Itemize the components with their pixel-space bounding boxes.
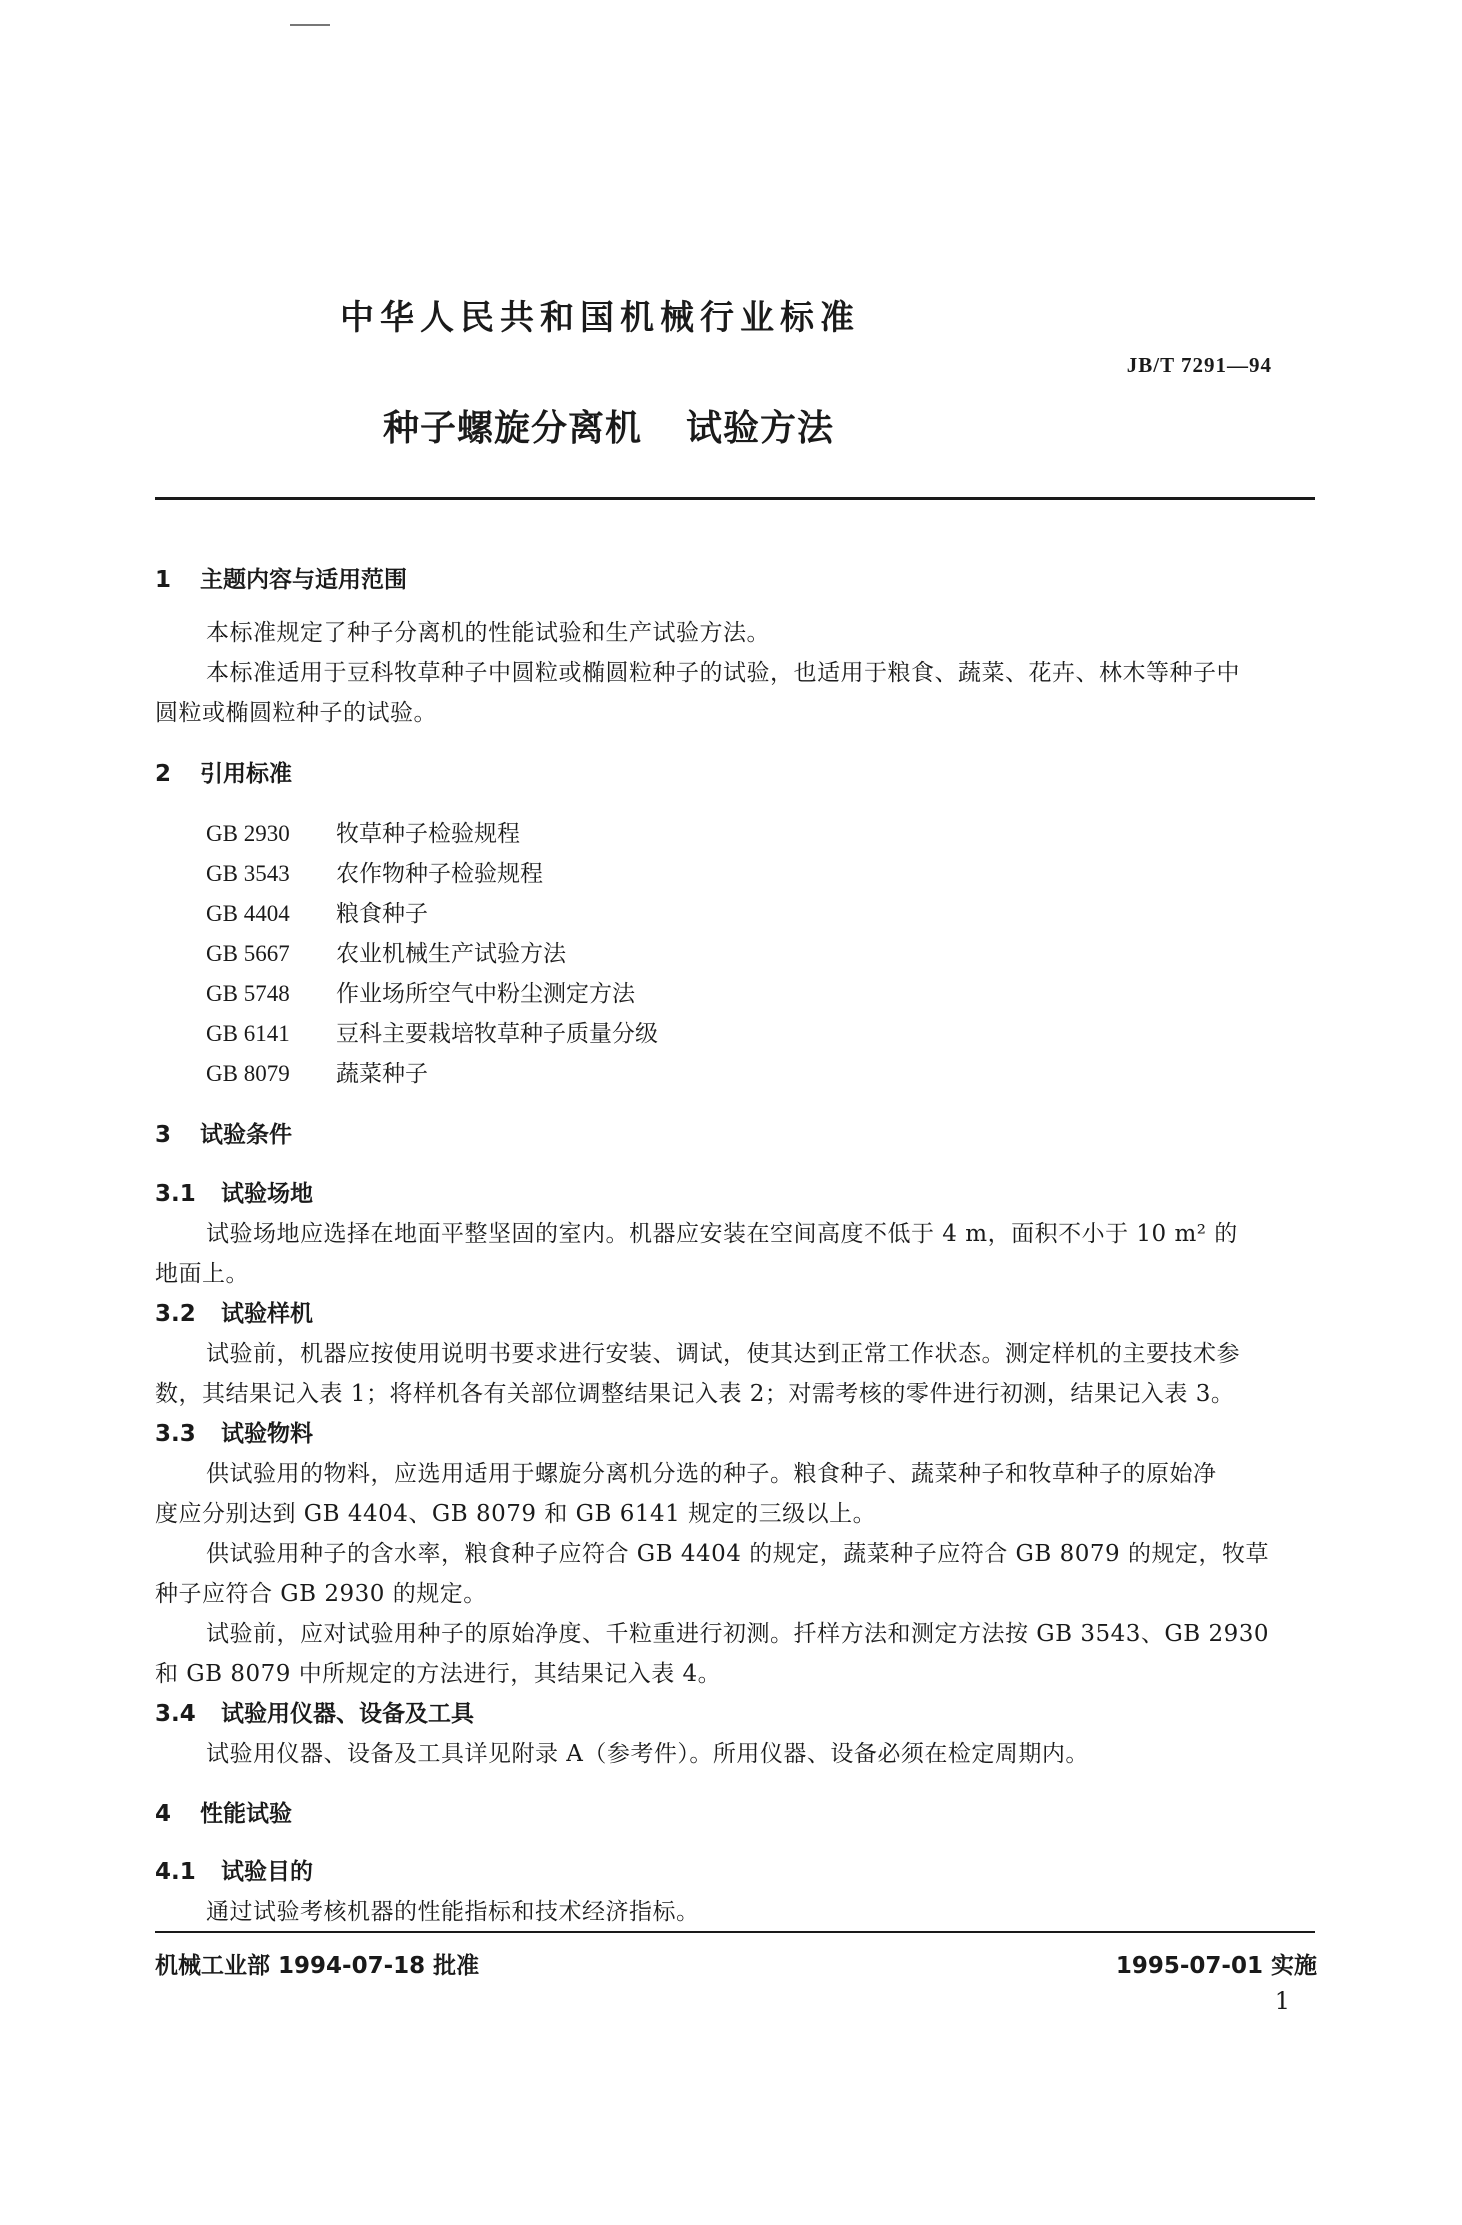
paragraph: 试验场地应选择在地面平整坚固的室内。机器应安装在空间高度不低于 4 m，面积不小于 10 m² 的 bbox=[206, 1221, 1238, 1247]
paragraph: 圆粒或椭圆粒种子的试验。 bbox=[155, 700, 437, 726]
section-title: 引用标准 bbox=[200, 761, 292, 787]
section-number: 4 bbox=[155, 1801, 172, 1827]
subsection-3-2-heading: 3.2 试验样机 bbox=[155, 1301, 313, 1327]
section-4-heading bbox=[155, 1795, 292, 1828]
org-title: 中华人民共和国机械行业标准 bbox=[340, 298, 860, 338]
document-title bbox=[383, 400, 834, 451]
section-number: 1 bbox=[155, 567, 172, 593]
subsection-3-1-heading: 3.1 试验场地 bbox=[155, 1181, 313, 1207]
approval-line: 机械工业部 1994-07-18 批准 bbox=[155, 1953, 480, 1979]
subsection-3-3-heading: 3.3 试验物料 bbox=[155, 1421, 313, 1447]
section-2-heading bbox=[155, 755, 292, 788]
section-title: 性能试验 bbox=[200, 1801, 292, 1827]
paragraph: 种子应符合 GB 2930 的规定。 bbox=[155, 1581, 487, 1607]
section-1-heading bbox=[155, 561, 407, 594]
reference-item: GB 5667 农业机械生产试验方法 bbox=[206, 941, 566, 967]
section-title: 主题内容与适用范围 bbox=[200, 567, 407, 593]
title-part2: 试验方法 bbox=[686, 408, 835, 449]
paragraph: 度应分别达到 GB 4404、GB 8079 和 GB 6141 规定的三级以上。 bbox=[155, 1501, 877, 1527]
header-rule bbox=[155, 497, 1315, 500]
section-title: 试验条件 bbox=[200, 1122, 292, 1148]
reference-item: GB 8079 蔬菜种子 bbox=[206, 1061, 428, 1087]
paragraph: 地面上。 bbox=[155, 1261, 249, 1287]
paragraph: 试验前，应对试验用种子的原始净度、千粒重进行初测。扦样方法和测定方法按 GB 3543、GB 2930 bbox=[206, 1621, 1270, 1647]
paragraph: 供试验用的物料，应选用适用于螺旋分离机分选的种子。粮食种子、蔬菜种子和牧草种子的原始净 bbox=[206, 1461, 1217, 1487]
scan-mark bbox=[290, 24, 330, 26]
footer-rule bbox=[155, 1931, 1315, 1933]
paragraph: 通过试验考核机器的性能指标和技术经济指标。 bbox=[206, 1899, 700, 1925]
paragraph: 试验用仪器、设备及工具详见附录 A（参考件）。所用仪器、设备必须在检定周期内。 bbox=[206, 1741, 1089, 1767]
standard-number: JB/T 7291—94 bbox=[1126, 353, 1272, 377]
reference-item: GB 3543 农作物种子检验规程 bbox=[206, 861, 543, 887]
section-3-heading bbox=[155, 1116, 292, 1149]
page-number: 1 bbox=[1274, 1987, 1290, 2015]
paragraph: 试验前，机器应按使用说明书要求进行安装、调试，使其达到正常工作状态。测定样机的主要技术参 bbox=[206, 1341, 1240, 1367]
subsection-3-4-heading: 3.4 试验用仪器、设备及工具 bbox=[155, 1701, 474, 1727]
section-number: 2 bbox=[155, 761, 172, 787]
paragraph: 数，其结果记入表 1；将样机各有关部位调整结果记入表 2；对需考核的零件进行初测，结果记入表 3。 bbox=[155, 1381, 1235, 1407]
effective-date: 1995-07-01 实施 bbox=[1115, 1953, 1317, 1979]
paragraph: 供试验用种子的含水率，粮食种子应符合 GB 4404 的规定，蔬菜种子应符合 GB 8079 的规定，牧草 bbox=[206, 1541, 1269, 1567]
subsection-4-1-heading: 4.1 试验目的 bbox=[155, 1859, 313, 1885]
reference-item: GB 4404 粮食种子 bbox=[206, 901, 428, 927]
reference-item: GB 6141 豆科主要栽培牧草种子质量分级 bbox=[206, 1021, 658, 1047]
reference-item: GB 5748 作业场所空气中粉尘测定方法 bbox=[206, 981, 635, 1007]
reference-item: GB 2930 牧草种子检验规程 bbox=[206, 821, 520, 847]
paragraph: 本标准规定了种子分离机的性能试验和生产试验方法。 bbox=[206, 620, 770, 646]
section-number: 3 bbox=[155, 1122, 172, 1148]
paragraph: 本标准适用于豆科牧草种子中圆粒或椭圆粒种子的试验，也适用于粮食、蔬菜、花卉、林木等种子中 bbox=[206, 660, 1240, 686]
title-part1: 种子螺旋分离机 bbox=[383, 408, 643, 449]
paragraph: 和 GB 8079 中所规定的方法进行，其结果记入表 4。 bbox=[155, 1661, 722, 1687]
